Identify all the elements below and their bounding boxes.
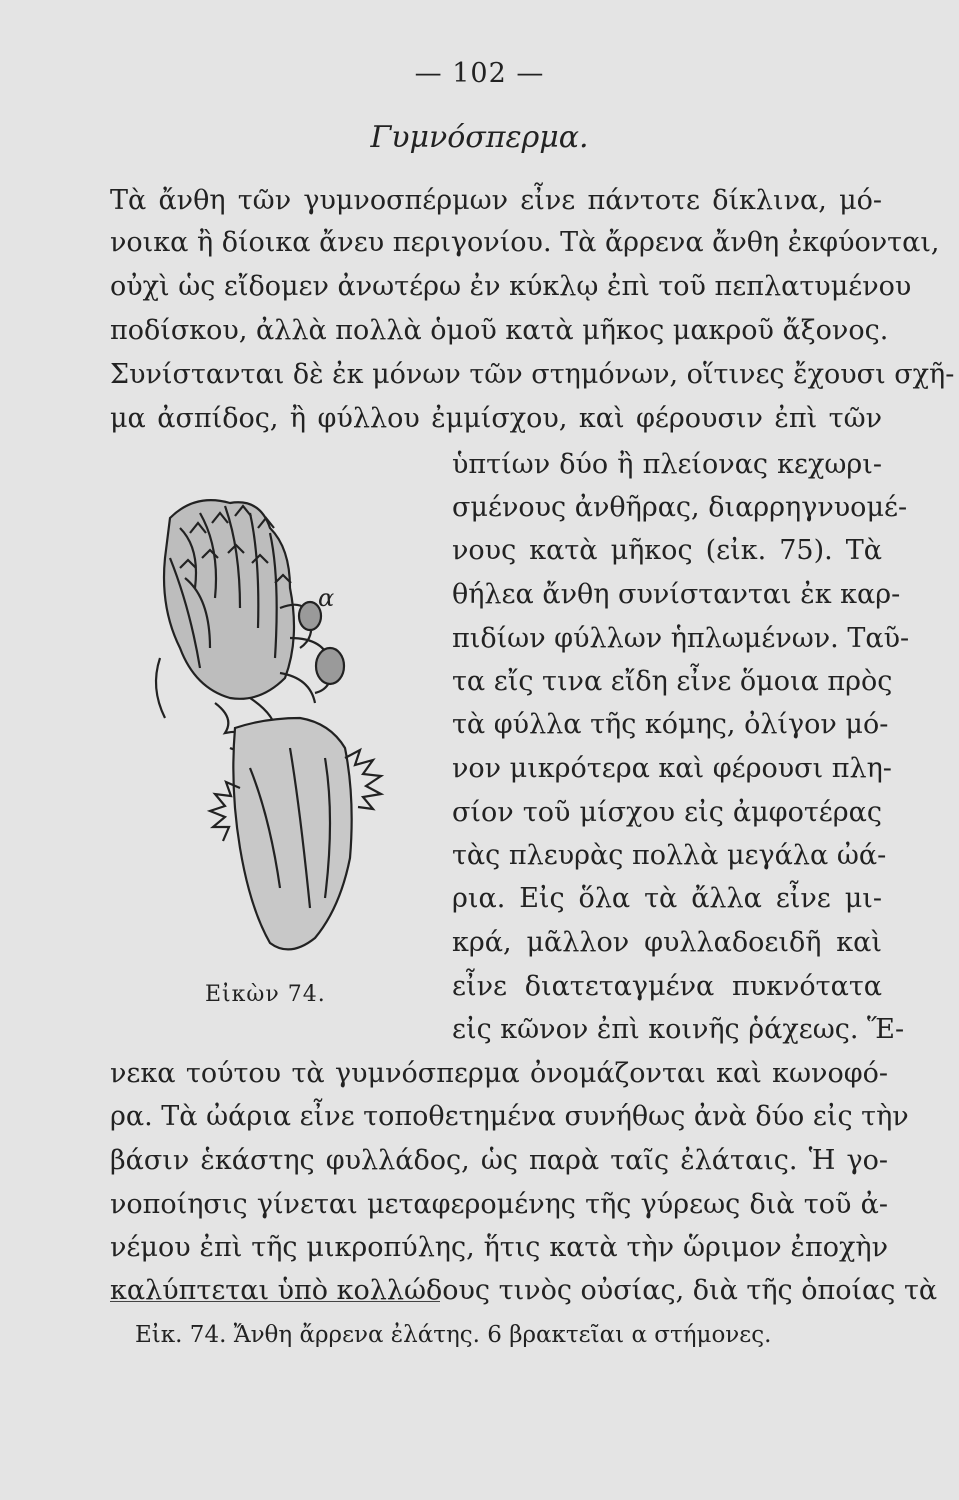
text-line: πιδίων φύλλων ἡπλωμένων. Ταῦ- bbox=[452, 623, 910, 654]
text-line: τὰ φύλλα τῆς κόμης, ὀλίγον μό- bbox=[452, 709, 889, 740]
text-line: ὑπτίων δύο ἢ πλείονας κεχωρι- bbox=[452, 449, 882, 480]
text-line: νέμου ἐπὶ τῆς μικροπύλης, ἥτις κατὰ τὴν ὥριμον ἐποχὴν bbox=[110, 1232, 888, 1263]
text-line: τὰς πλευρὰς πολλὰ μεγάλα ὠά- bbox=[452, 840, 887, 871]
text-line: οὐχὶ ὡς εἴδομεν ἀνωτέρω ἐν κύκλῳ ἐπὶ τοῦ πεπλατυμένου bbox=[110, 271, 912, 302]
text-line: εἰς κῶνον ἐπὶ κοινῆς ῥάχεως. Ἕ- bbox=[452, 1014, 905, 1045]
text-line: σμένους ἀνθῆρας, διαρρηγνυομέ- bbox=[452, 492, 908, 523]
text-line: νον μικρότερα καὶ φέρουσι πλη- bbox=[452, 753, 892, 784]
text-line: Τὰ ἄνθη τῶν γυμνοσπέρμων εἶνε πάντοτε δίκλινα, μό- bbox=[110, 185, 882, 216]
section-title: Γυμνόσπερμα. bbox=[370, 120, 589, 155]
text-line: Συνίστανται δὲ ἐκ μόνων τῶν στημόνων, οἵτινες ἔχουσι σχῆ- bbox=[110, 359, 955, 390]
footnote-rule bbox=[110, 1301, 440, 1302]
text-line: εἶνε διατεταγμένα πυκνότατα bbox=[452, 971, 882, 1002]
text-line: καλύπτεται ὑπὸ κολλώδους τινὸς οὐσίας, διὰ τῆς ὁποίας τὰ bbox=[110, 1275, 938, 1306]
text-line: ρα. Τὰ ὠάρια εἶνε τοποθετημένα συνήθως ἀνὰ δύο εἰς τὴν bbox=[110, 1101, 909, 1132]
text-line: τα εἴς τινα εἴδη εἶνε ὅμοια πρὸς bbox=[452, 666, 893, 697]
text-line: βάσιν ἑκάστης φυλλάδος, ὡς παρὰ ταῖς ἐλάταις. Ἡ γο- bbox=[110, 1145, 888, 1176]
text-line: κρά, μᾶλλον φυλλαδοειδῆ καὶ bbox=[452, 927, 882, 958]
text-line: νοικα ἢ δίοικα ἄνευ περιγονίου. Τὰ ἄρρενα ἄνθη ἐκφύονται, bbox=[110, 227, 940, 258]
footnote: Εἰκ. 74. Ἄνθη ἄρρενα ἐλάτης. 6 βρακτεῖαι α στήμονες. bbox=[135, 1322, 772, 1348]
text-line: σίον τοῦ μίσχου εἰς ἀμφοτέρας bbox=[452, 797, 882, 828]
page-number: — 102 — bbox=[414, 58, 545, 89]
text-line: νεκα τούτου τὰ γυμνόσπερμα ὀνομάζονται καὶ κωνοφό- bbox=[110, 1058, 888, 1089]
text-line: ρια. Εἰς ὅλα τὰ ἄλλα εἶνε μι- bbox=[452, 883, 882, 914]
fir-male-flower-illustration bbox=[140, 488, 445, 958]
text-line: θήλεα ἄνθη συνίστανται ἐκ καρ- bbox=[452, 579, 901, 610]
figure-label-a: α bbox=[318, 584, 335, 612]
figure-caption: Εἰκὼν 74. bbox=[205, 982, 326, 1007]
text-line: νους κατὰ μῆκος (εἰκ. 75). Τὰ bbox=[452, 535, 882, 566]
text-line: μα ἀσπίδος, ἢ φύλλου ἐμμίσχου, καὶ φέρουσιν ἐπὶ τῶν bbox=[110, 403, 882, 434]
text-line: ποδίσκου, ἀλλὰ πολλὰ ὁμοῦ κατὰ μῆκος μακροῦ ἄξονος. bbox=[110, 315, 889, 346]
text-line: νοποίησις γίνεται μεταφερομένης τῆς γύρεως διὰ τοῦ ἀ- bbox=[110, 1189, 888, 1220]
